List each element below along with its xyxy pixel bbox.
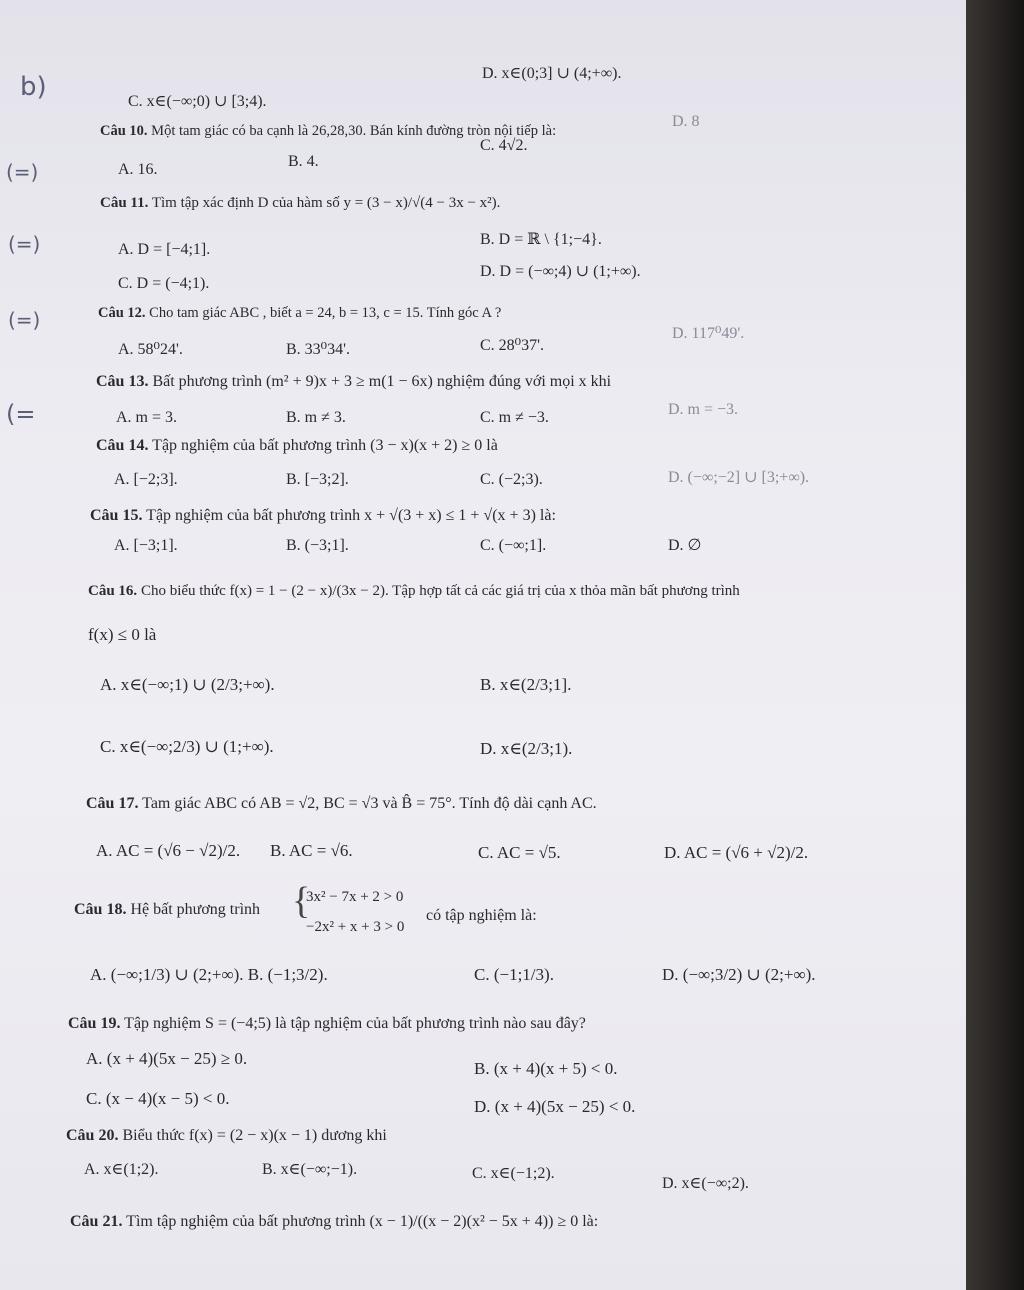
question-17-number: Câu 17.: [86, 795, 139, 812]
q19-option-c: C. (x − 4)(x − 5) < 0.: [86, 1089, 230, 1108]
q19-option-d: D. (x + 4)(5x − 25) < 0.: [474, 1097, 636, 1116]
q12-option-a: A. 58⁰24'.: [118, 341, 183, 358]
q10-option-d: D. 8: [672, 113, 700, 130]
q17-option-b: B. AC = √6.: [270, 841, 353, 860]
question-15: [90, 508, 556, 524]
q18-text-end: có tập nghiệm là:: [426, 907, 537, 924]
question-19-number: Câu 19.: [68, 1015, 121, 1032]
q14-option-a: A. [−2;3].: [114, 471, 178, 488]
q16-option-d: D. x∈(2/3;1).: [480, 739, 573, 758]
question-15-number: Câu 15.: [90, 507, 143, 524]
question-12-text: Cho tam giác ABC , biết a = 24, b = 13, c = 15. Tính góc A ?: [149, 305, 502, 321]
q18-option-c: C. (−1;1/3).: [474, 965, 554, 984]
q12-option-c: C. 28⁰37'.: [480, 337, 544, 354]
question-18-number: Câu 18.: [74, 901, 127, 918]
q18-option-d: D. (−∞;3/2) ∪ (2;+∞).: [662, 965, 816, 984]
question-10-text: Một tam giác có ba cạnh là 26,28,30. Bán kính đường tròn nội tiếp là:: [151, 123, 557, 139]
question-11-text: Tìm tập xác định D của hàm số y = (3 − x)/√(4 − 3x − x²).: [151, 195, 501, 211]
question-20: [66, 1128, 387, 1144]
question-14-text: Tập nghiệm của bất phương trình (3 − x)(x + 2) ≥ 0 là: [152, 437, 498, 454]
question-12-number: Câu 12.: [98, 305, 146, 321]
question-15-text: Tập nghiệm của bất phương trình x + √(3 + x) ≤ 1 + √(x + 3) là:: [146, 507, 556, 524]
prev-option-d: D. x∈(0;3] ∪ (4;+∞).: [482, 65, 622, 82]
question-16-text: Cho biểu thức f(x) = 1 − (2 − x)/(3x − 2). Tập hợp tất cả các giá trị của x thỏa mãn bất phương trình: [140, 583, 740, 599]
q19-option-a: A. (x + 4)(5x − 25) ≥ 0.: [86, 1049, 248, 1068]
q16-option-c: C. x∈(−∞;2/3) ∪ (1;+∞).: [100, 737, 274, 756]
q13-option-b: B. m ≠ 3.: [286, 409, 346, 426]
question-21-number: Câu 21.: [70, 1213, 123, 1230]
q11-option-b: B. D = ℝ \ {1;−4}.: [480, 231, 602, 248]
q20-option-b: B. x∈(−∞;−1).: [262, 1161, 358, 1178]
q16-condition: f(x) ≤ 0 là: [88, 625, 157, 644]
q14-option-d: D. (−∞;−2] ∪ [3;+∞).: [668, 469, 810, 486]
margin-mark-q11: (=): [8, 232, 41, 256]
q20-option-d: D. x∈(−∞;2).: [662, 1175, 749, 1192]
q10-option-b: B. 4.: [288, 153, 319, 170]
question-21-text: Tìm tập nghiệm của bất phương trình (x − 1)/((x − 2)(x² − 5x + 4)) ≥ 0 là:: [126, 1213, 599, 1230]
q14-option-b: B. [−3;2].: [286, 471, 349, 488]
question-14-number: Câu 14.: [96, 437, 149, 454]
question-20-text: Biểu thức f(x) = (2 − x)(x − 1) dương khi: [122, 1127, 387, 1144]
q15-option-b: B. (−3;1].: [286, 537, 349, 554]
question-18: [74, 902, 260, 918]
question-19: [68, 1016, 586, 1032]
q11-option-a: A. D = [−4;1].: [118, 241, 211, 258]
question-10-number: Câu 10.: [100, 123, 148, 139]
q13-option-d: D. m = −3.: [668, 401, 739, 418]
prev-option-c: C. x∈(−∞;0) ∪ [3;4).: [128, 93, 267, 110]
q18-system-line-1: 3x² − 7x + 2 > 0: [306, 889, 404, 905]
q16-option-a: A. x∈(−∞;1) ∪ (2/3;+∞).: [100, 675, 275, 694]
q19-option-b: B. (x + 4)(x + 5) < 0.: [474, 1059, 618, 1078]
margin-mark-q13: (=: [6, 400, 36, 428]
question-14: [96, 438, 498, 454]
question-13: [96, 374, 611, 390]
question-13-text: Bất phương trình (m² + 9)x + 3 ≥ m(1 − 6x) nghiệm đúng với mọi x khi: [152, 373, 612, 390]
margin-mark-b: b): [20, 72, 47, 102]
question-13-number: Câu 13.: [96, 373, 149, 390]
q12-option-b: B. 33⁰34'.: [286, 341, 350, 358]
q15-option-c: C. (−∞;1].: [480, 537, 547, 554]
q20-option-a: A. x∈(1;2).: [84, 1161, 159, 1178]
system-brace: {: [292, 880, 311, 922]
question-21: [70, 1214, 598, 1230]
question-18-text: Hệ bất phương trình: [130, 901, 261, 918]
q15-option-a: A. [−3;1].: [114, 537, 178, 554]
q20-option-c: C. x∈(−1;2).: [472, 1165, 555, 1182]
q18-option-a-b: A. (−∞;1/3) ∪ (2;+∞). B. (−1;3/2).: [90, 965, 328, 984]
q10-option-c: C. 4√2.: [480, 137, 528, 154]
question-17-text: Tam giác ABC có AB = √2, BC = √3 và B̂ = 75°. Tính độ dài cạnh AC.: [142, 795, 597, 812]
q16-option-b: B. x∈(2/3;1].: [480, 675, 572, 694]
question-20-number: Câu 20.: [66, 1127, 119, 1144]
q11-option-c: C. D = (−4;1).: [118, 275, 210, 292]
question-16: [88, 584, 740, 599]
q17-option-a: A. AC = (√6 − √2)/2.: [96, 841, 241, 860]
question-17: [86, 796, 597, 812]
q13-option-c: C. m ≠ −3.: [480, 409, 549, 426]
q11-option-d: D. D = (−∞;4) ∪ (1;+∞).: [480, 263, 641, 280]
q17-option-d: D. AC = (√6 + √2)/2.: [664, 843, 809, 862]
q15-option-d: D. ∅: [668, 537, 702, 554]
dark-background-strip: [966, 0, 1024, 1290]
q14-option-c: C. (−2;3).: [480, 471, 543, 488]
margin-mark-q12: (=): [8, 308, 41, 332]
q13-option-a: A. m = 3.: [116, 409, 178, 426]
question-16-number: Câu 16.: [88, 583, 138, 599]
question-12: [98, 306, 501, 321]
question-19-text: Tập nghiệm S = (−4;5) là tập nghiệm của bất phương trình nào sau đây?: [124, 1015, 586, 1032]
q10-option-a: A. 16.: [118, 161, 158, 178]
margin-mark-q10: (=): [6, 160, 39, 184]
q18-system-line-2: −2x² + x + 3 > 0: [306, 919, 405, 935]
question-11: [100, 196, 500, 211]
question-11-number: Câu 11.: [100, 195, 149, 211]
q17-option-c: C. AC = √5.: [478, 843, 561, 862]
q12-option-d: D. 117⁰49'.: [672, 325, 745, 342]
